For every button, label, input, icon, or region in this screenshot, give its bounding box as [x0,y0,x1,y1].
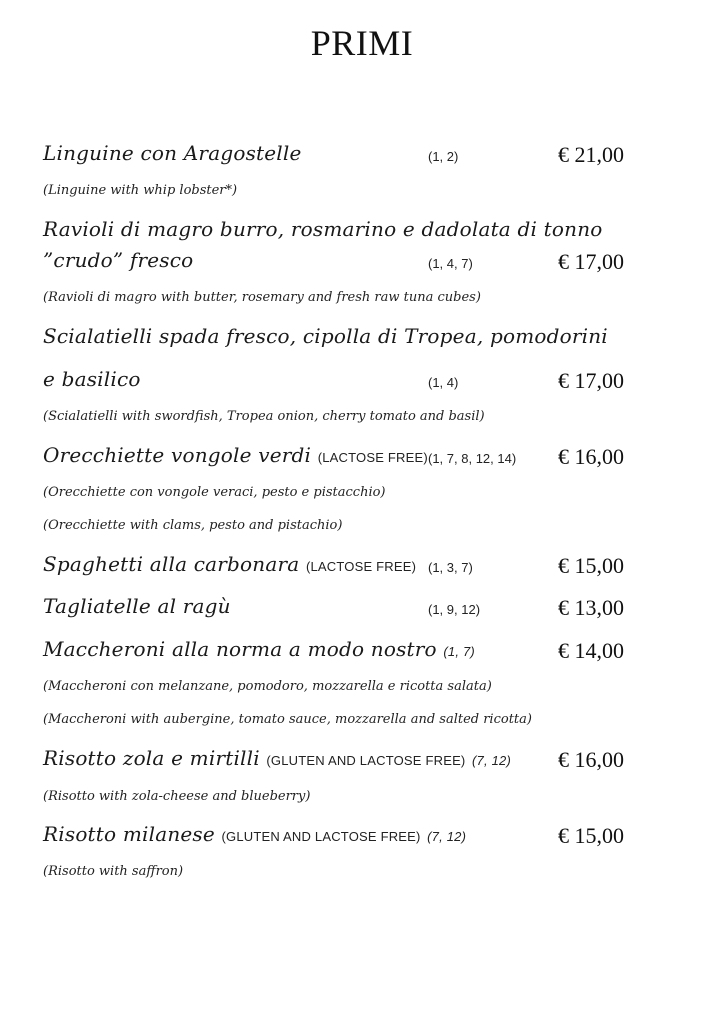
dish-description: (Risotto with saffron) [43,864,184,879]
page-title: PRIMI [310,23,414,63]
dish-name: Scialatielli spada fresco, cipolla di Tropea, pomodorini [43,324,608,348]
dish-description: (Risotto with zola-cheese and blueberry) [43,789,311,804]
allergen-codes: (7, 12) [472,753,512,768]
dish-name-text: Orecchiette vongole verdi [43,443,312,467]
dish-description-english: (Orecchiette with clams, pesto and pistachio) [43,518,343,533]
dish-name-text: Maccheroni alla norma a modo nostro [43,637,437,661]
allergen-codes: (1, 9, 12) [428,602,481,617]
dish-name [43,637,475,661]
dish-price: € 16,00 [558,747,624,772]
dietary-tag: (LACTOSE FREE) [305,559,417,574]
dish-price: € 17,00 [558,249,624,274]
dish-name: Linguine con Aragostelle [43,141,302,165]
dish-price: € 15,00 [558,823,624,848]
dietary-tag: (LACTOSE FREE) [317,450,428,465]
dish-name: Tagliatelle al ragù [43,594,231,618]
dish-price: € 16,00 [558,444,624,469]
dish-description: (Linguine with whip lobster*) [43,183,238,198]
dietary-tag: (GLUTEN AND LACTOSE FREE) [266,753,466,768]
dish-description: (Maccheroni con melanzane, pomodoro, mozzarella e ricotta salata) [43,679,492,694]
dietary-tag: (GLUTEN AND LACTOSE FREE) [221,829,421,844]
dish-name-text: Spaghetti alla carbonara [43,552,300,576]
dish-name [43,746,511,770]
dish-description: (Ravioli di magro with butter, rosemary and fresh raw tuna cubes) [43,290,481,305]
allergen-codes: (1, 2) [428,149,459,164]
dish-price: € 13,00 [558,595,624,620]
dish-price: € 17,00 [558,368,624,393]
dish-name [43,443,428,467]
dish-description-english: (Maccheroni with aubergine, tomato sauce, mozzarella and salted ricotta) [43,712,532,727]
dish-description: (Scialatielli with swordfish, Tropea onion, cherry tomato and basil) [43,409,485,424]
dish-name [43,822,466,846]
dish-price: € 14,00 [558,638,624,663]
allergen-codes: (1, 4, 7) [428,256,473,271]
allergen-codes: (7, 12) [427,829,467,844]
dish-name-continued: e basilico [43,367,141,391]
allergen-codes: (1, 3, 7) [428,560,473,575]
allergen-codes: (1, 4) [428,375,459,390]
dish-price: € 21,00 [558,142,624,167]
dish-name-text: Risotto milanese [43,822,215,846]
dish-name: Ravioli di magro burro, rosmarino e dadolata di tonno [43,217,603,241]
dish-description: (Orecchiette con vongole veraci, pesto e pistacchio) [43,485,386,500]
dish-name-continued: ”crudo” fresco [43,248,194,272]
allergen-codes: (1, 7) [443,644,475,659]
allergen-codes: (1, 7, 8, 12, 14) [428,451,517,466]
dish-name-text: Risotto zola e mirtilli [43,746,260,770]
dish-price: € 15,00 [558,553,624,578]
dish-name [43,552,416,576]
